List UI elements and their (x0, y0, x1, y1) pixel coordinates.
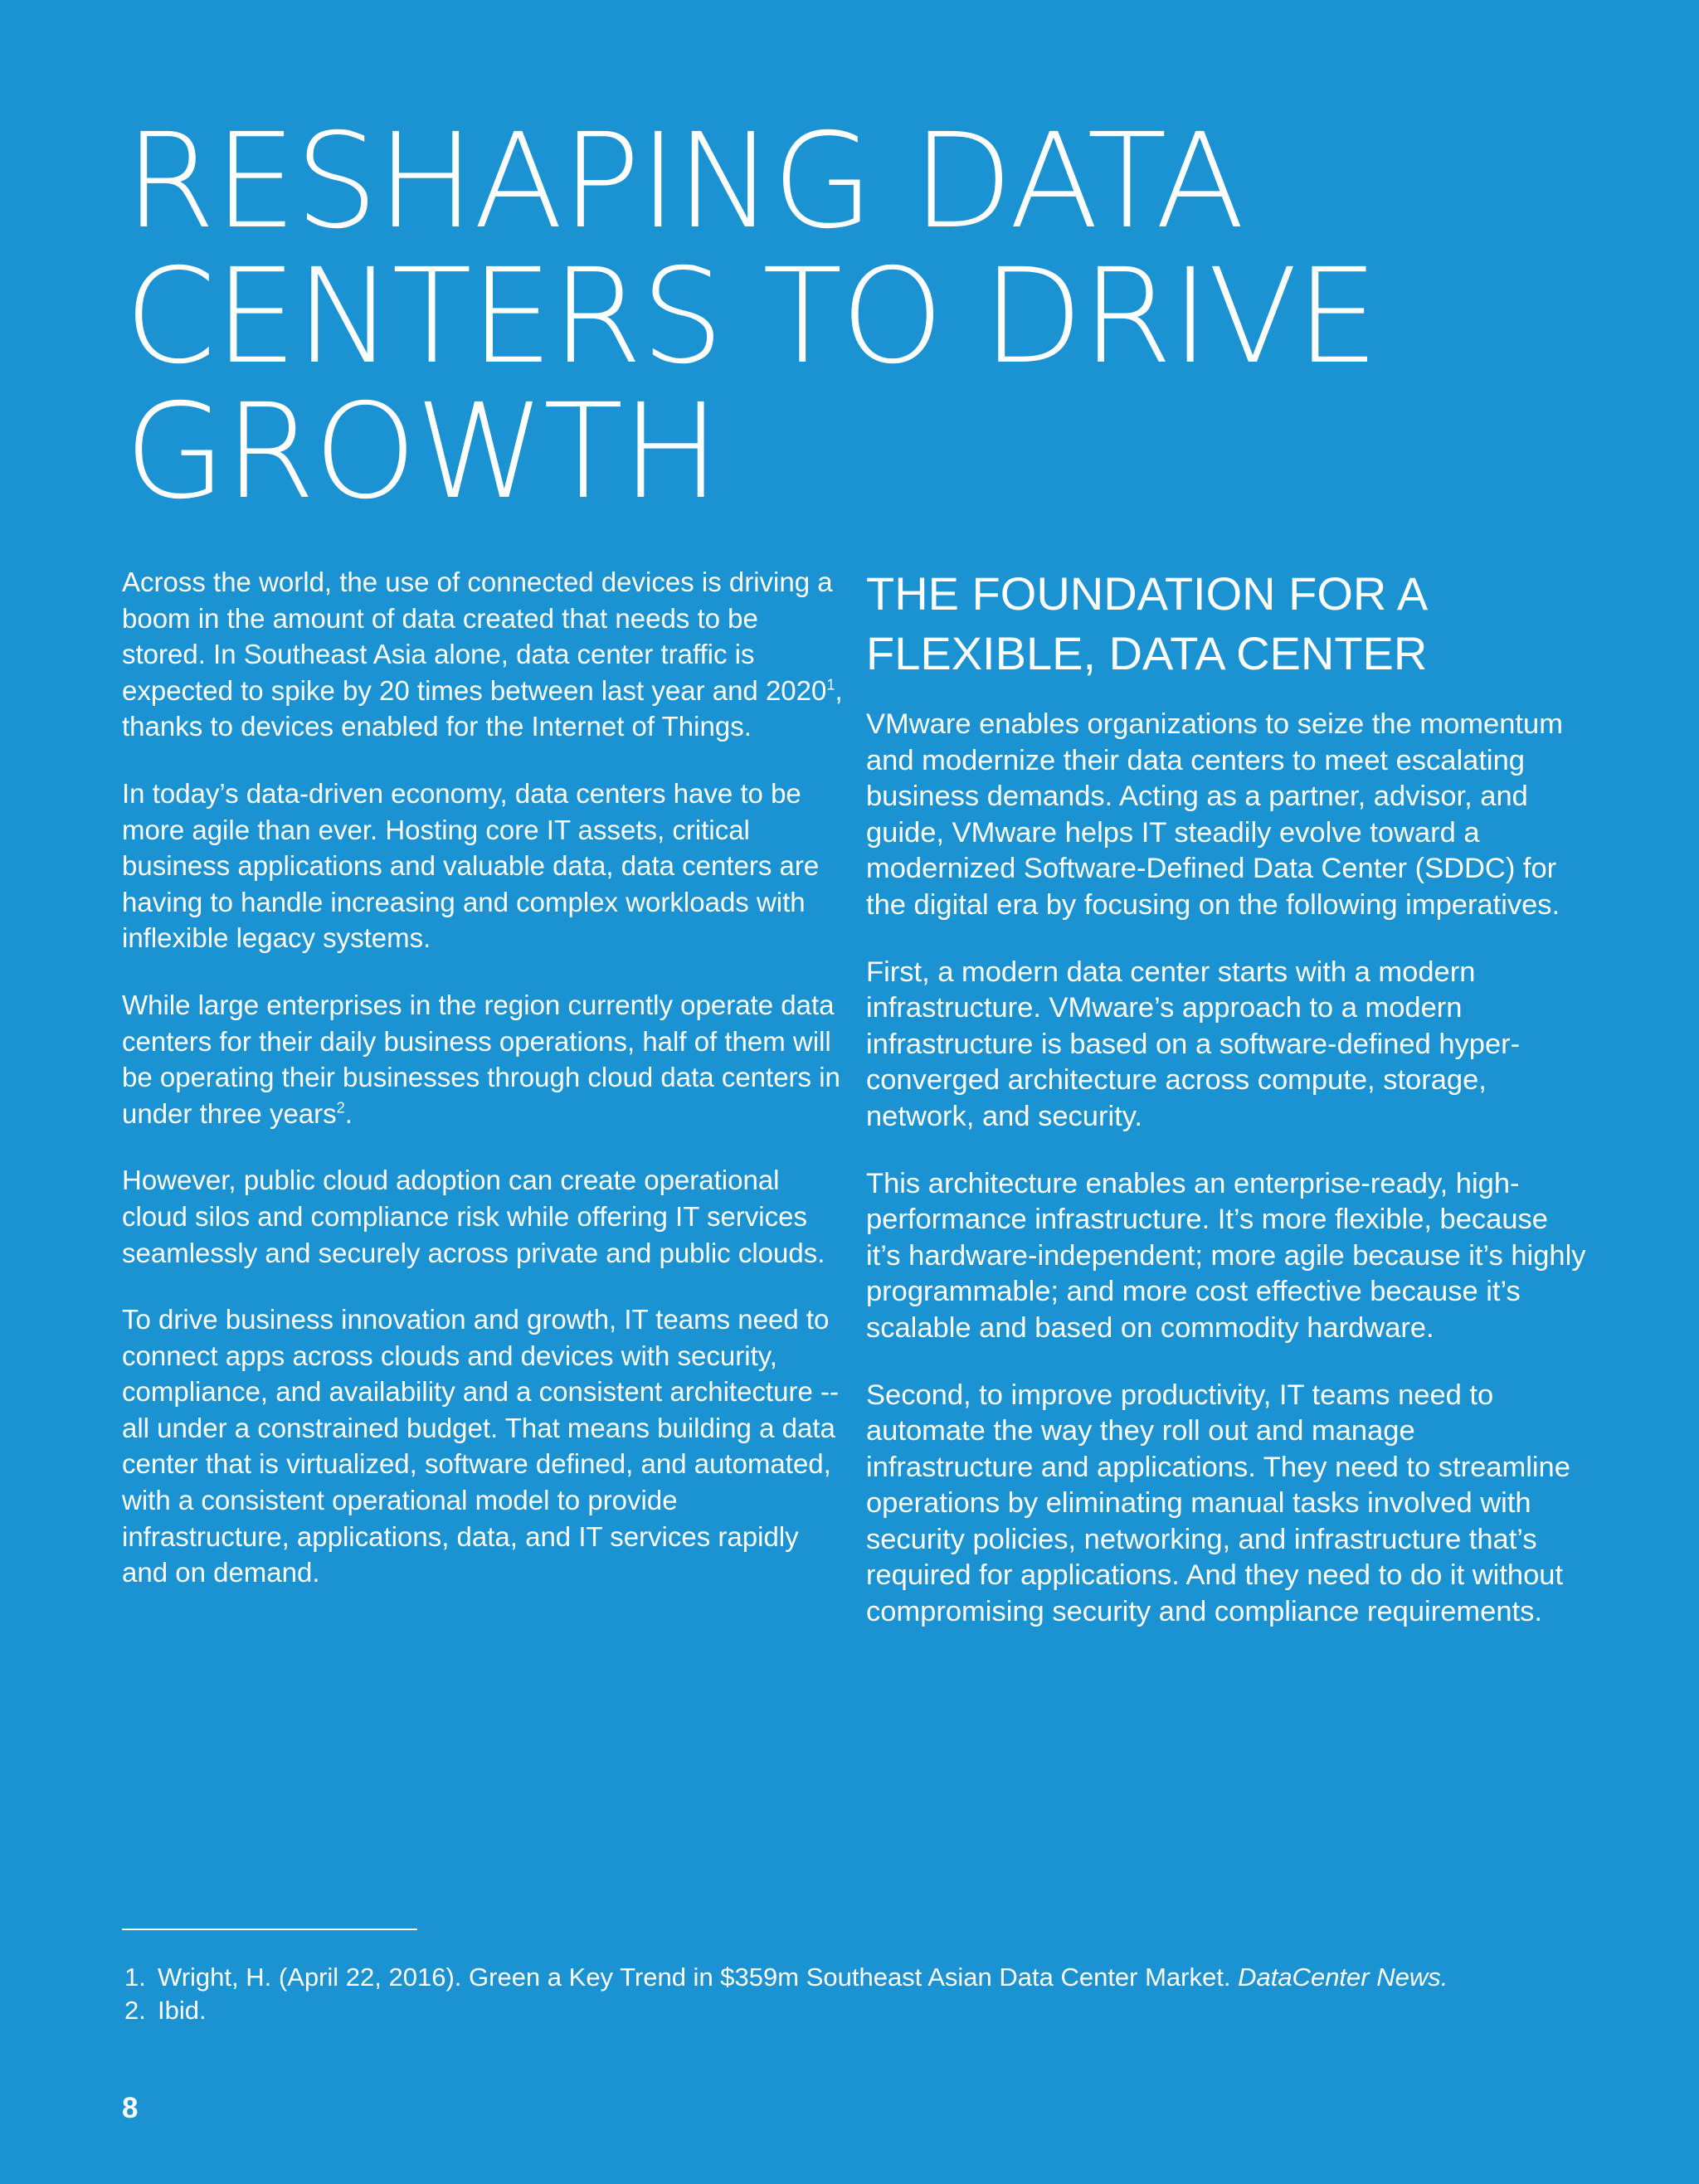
left-paragraph-4: However, public cloud adoption can create operational cloud silos and compliance risk while offering IT services seamlessly and securely across private and public clouds. (122, 1165, 825, 1268)
footnote-text (158, 1961, 1585, 1994)
footnote-ref-2: 2 (336, 1099, 345, 1116)
left-paragraph-1 (122, 564, 844, 745)
footnote-number: 1. (124, 1963, 146, 1992)
left-paragraph-2: In today’s data-driven economy, data centers have to be more agile than ever. Hosting core IT assets, critical business applications and valuable data, data centers are having to handle increasing and complex workloads with inflexible legacy systems. (122, 777, 820, 954)
left-paragraph-5: To drive business innovation and growth, IT teams need to connect apps across clouds and devices with security, compliance, and availability and a consistent architecture -- all under a constrained budget. That means building a data center that is virtualized, software defined, and automated, with a consistent operational model to provide infrastructure, applications, data, and IT services rapidly and on demand. (122, 1304, 839, 1588)
page-title (124, 105, 1618, 528)
left-p3-text-end: . (344, 1097, 353, 1129)
left-column (122, 564, 844, 1622)
title-line-3: GROWTH (124, 376, 719, 528)
footnote-ref-1: 1 (826, 676, 835, 693)
page-number: 8 (122, 2092, 139, 2124)
section-heading (866, 564, 1588, 683)
right-paragraph-4: Second, to improve productivity, IT teams need to automate the way they roll out and manage infrastructure and applications. They need to streamline operations by eliminating manual tasks involved with security policies, networking, and infrastructure that’s required for applications. And they need to do it without compromising security and compliance requirements. (866, 1379, 1570, 1628)
left-paragraph-3 (122, 987, 844, 1131)
footnote-item (124, 1994, 1585, 2027)
right-column (866, 564, 1588, 1661)
left-p1-text: Across the world, the use of connected devices is driving a boom in the amount of data created that needs to be stored. In Southeast Asia alone, data center traffic is expected to spike by 20 times between last year and 2020 (122, 567, 833, 706)
footnote-citation: Wright, H. (April 22, 2016). Green a Key Trend in $359m Southeast Asian Data Center Market. (158, 1963, 1239, 1992)
left-p3-text: While large enterprises in the region currently operate data centers for their daily business operations, half of them will be operating their businesses through cloud data centers in under three years (122, 989, 840, 1129)
left-p1-text-end: , thanks to devices enabled for the Internet of Things. (122, 674, 843, 742)
footnotes-list (124, 1961, 1585, 2027)
footnote-divider (122, 1929, 417, 1930)
right-paragraph-2: First, a modern data center starts with a modern infrastructure. VMware’s approach to a modern infrastructure is based on a software-defined hyper-converged architecture across compute, storage, network, and security. (866, 956, 1521, 1132)
title-line-1: RESHAPING DATA (124, 105, 1244, 258)
footnote-text: Ibid. (158, 1996, 207, 2025)
footnote-item (124, 1961, 1585, 1994)
footnote-number: 2. (124, 1996, 146, 2025)
right-paragraph-3: This architecture enables an enterprise-ready, high-performance infrastructure. It’s more flexible, because it’s hardware-independent; more agile because it’s highly programmable; and more cost effective because it’s scalable and based on commodity hardware. (866, 1167, 1586, 1344)
section-heading-line-1: THE FOUNDATION FOR A (866, 567, 1429, 620)
title-line-2: CENTERS TO DRIVE (124, 241, 1378, 393)
section-heading-line-2: FLEXIBLE, DATA CENTER (866, 627, 1428, 679)
right-paragraph-1: VMware enables organizations to seize the momentum and modernize their data centers to meet escalating business demands. Acting as a partner, advisor, and guide, VMware helps IT steadily evolve toward a modernized Software-Defined Data Center (SDDC) for the digital era by focusing on the following imperatives. (866, 708, 1563, 921)
footnote-source: DataCenter News. (1238, 1963, 1448, 1992)
